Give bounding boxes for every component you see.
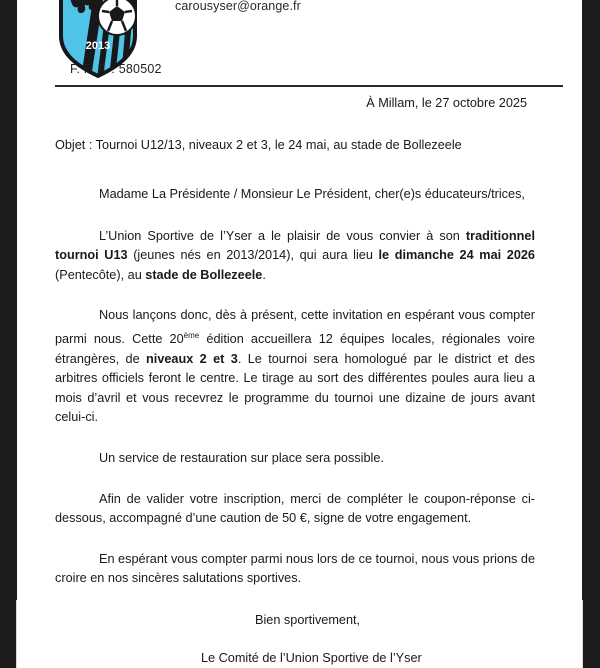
p2-part-a: Nous lançons donc, dès à présent, cette invitation en espérant vous compter parmi nous. Cette 20 — [55, 308, 535, 347]
committee-signature: Le Comité de l’Union Sportive de l’Yser — [201, 650, 422, 665]
p1-part-a: L’Union Sportive de l’Yser a le plaisir de vous convier à son — [99, 228, 466, 243]
paragraph-edition — [55, 306, 535, 428]
crest-year: 2013 — [85, 40, 111, 52]
contact-block — [175, 0, 357, 15]
signoff: Bien sportivement, — [255, 613, 361, 628]
paragraph-registration: Afin de valider votre inscription, merci de compléter le coupon-réponse ci-dessous, accompagné d’une caution de 50 €, signe de votre engagement. — [55, 491, 535, 526]
dateline: À Millam, le 27 octobre 2025 — [366, 96, 527, 110]
document-page — [17, 0, 582, 668]
document-body — [17, 94, 582, 668]
federation-number: F. F. F. : 580502 — [70, 62, 162, 76]
letterhead-divider — [55, 85, 563, 87]
paragraph-catering: Un service de restauration sur place sera possible. — [99, 451, 384, 466]
salutation: Madame La Présidente / Monsieur Le Président, cher(e)s éducateurs/trices, — [99, 187, 525, 201]
contact-email[interactable]: carousyser@orange.fr — [175, 0, 301, 13]
p2-part-b: édition accueillera 12 équipes locales, régionales voire étrangères, de — [55, 332, 535, 366]
letterhead — [17, 0, 582, 76]
p2-bold-levels: niveaux 2 et 3 — [146, 351, 238, 366]
p1-part-c: (jeunes nés en 2013/2014), qui aura lieu — [127, 248, 379, 263]
p1-bold-venue: stade de Bollezeele — [145, 267, 263, 282]
p1-part-d: (Pentecôte), au — [55, 267, 146, 282]
viewer-band-right — [582, 0, 600, 600]
paragraph-closing: En espérant vous compter parmi nous lors de ce tournoi, nous vous prions de croire en nos sincères salutations sportives. — [55, 551, 535, 586]
subject-line: Objet : Tournoi U12/13, niveaux 2 et 3, le 24 mai, au stade de Bollezeele — [55, 137, 462, 152]
p1-part-e: . — [262, 267, 266, 282]
p1-bold-tournament: traditionnel tournoi U13 — [55, 228, 535, 263]
p2-ordinal-suffix: ème — [183, 330, 200, 340]
paragraph-invitation — [55, 227, 535, 286]
p2-part-c: . Le tournoi sera homologué par le district et des arbitres officiels feront le centre. Le tirage au sort des différentes poules aura lieu a mois d’avril et vous recevrez le programme du tournoi une dizaine de jours avant celui-ci. — [55, 351, 536, 425]
p1-bold-date: le dimanche 24 mai 2026 — [378, 248, 535, 263]
viewer-band-left — [0, 0, 17, 600]
